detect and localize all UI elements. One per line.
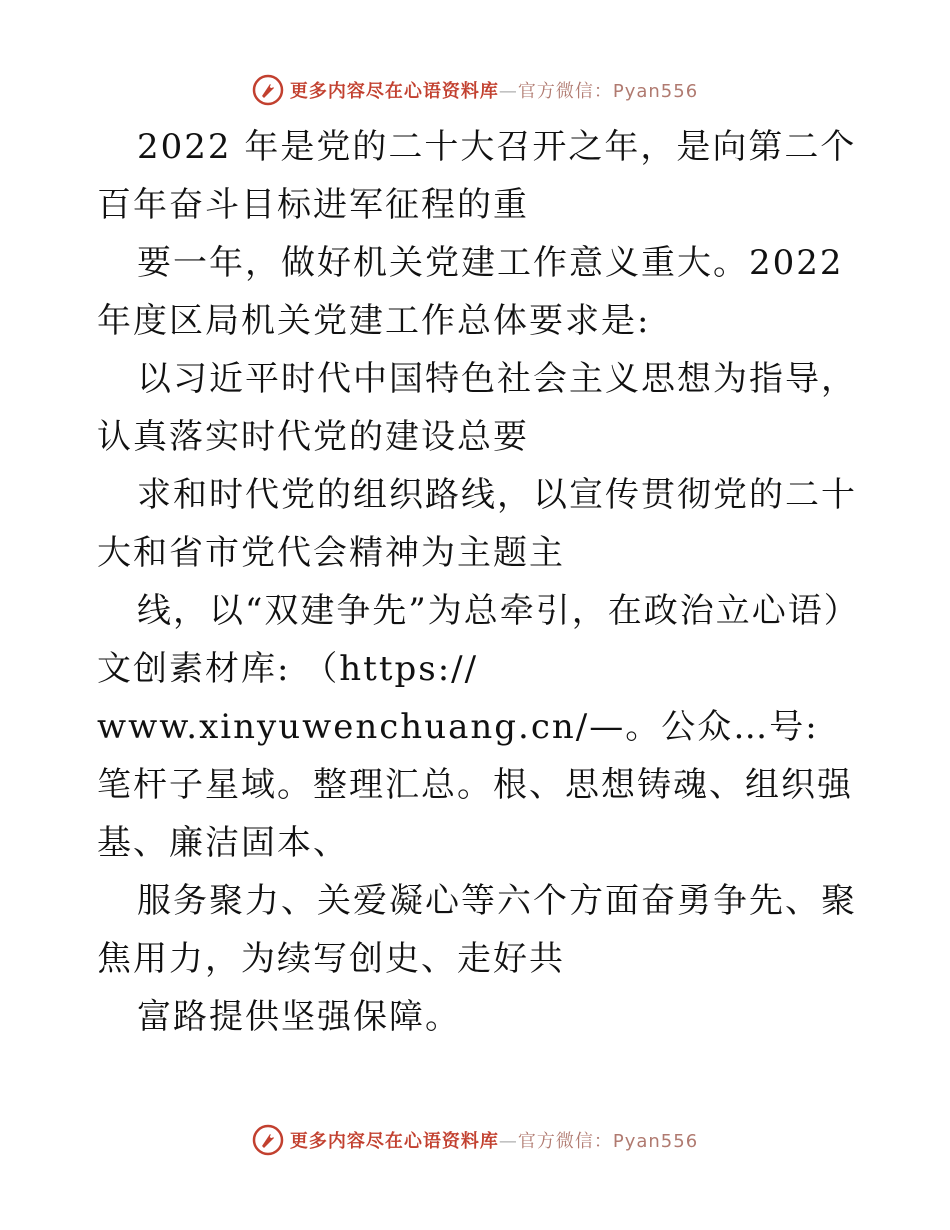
header-banner xyxy=(0,70,950,110)
body-paragraph: 求和时代党的组织路线，以宣传贯彻党的二十大和省市党代会精神为主题主 xyxy=(97,475,857,573)
header-contact: 官方微信：Pyan556 xyxy=(517,81,699,102)
body-paragraph: 2022 年是党的二十大召开之年，是向第二个百年奋斗目标进军征程的重 xyxy=(97,127,857,225)
body-paragraph: 要一年，做好机关党建工作意义重大。2022 年度区局机关党建工作总体要求是: xyxy=(97,243,844,341)
document-body xyxy=(97,118,857,1046)
footer-contact: 官方微信：Pyan556 xyxy=(517,1131,699,1152)
footer-watermark xyxy=(252,1124,698,1156)
body-paragraph: www.xinyuwenchuang.cn/—。公众…号: 笔杆子星域。整理汇总。根、思想铸魂、组织强基、廉洁固本、 xyxy=(97,707,853,863)
body-paragraph: 线，以“双建争先”为总牵引，在政治立心语）文创素材库: （https:// xyxy=(97,591,843,689)
body-paragraph: 富路提供坚强保障。 xyxy=(137,997,461,1037)
header-separator: — xyxy=(498,81,518,102)
footer-separator: — xyxy=(498,1131,518,1152)
footer-text xyxy=(290,1127,698,1153)
header-site-name: 更多内容尽在心语资料库 xyxy=(289,81,499,102)
footer-site-name: 更多内容尽在心语资料库 xyxy=(289,1131,499,1152)
pen-nib-logo-icon xyxy=(252,1124,284,1156)
header-text xyxy=(290,77,698,103)
body-paragraph: 以习近平时代中国特色社会主义思想为指导，认真落实时代党的建设总要 xyxy=(97,359,857,457)
pen-nib-logo-icon xyxy=(252,74,284,106)
header-watermark xyxy=(252,74,698,106)
body-paragraph: 服务聚力、关爱凝心等六个方面奋勇争先、聚焦用力，为续写创史、走好共 xyxy=(97,881,857,979)
footer-banner xyxy=(0,1120,950,1160)
